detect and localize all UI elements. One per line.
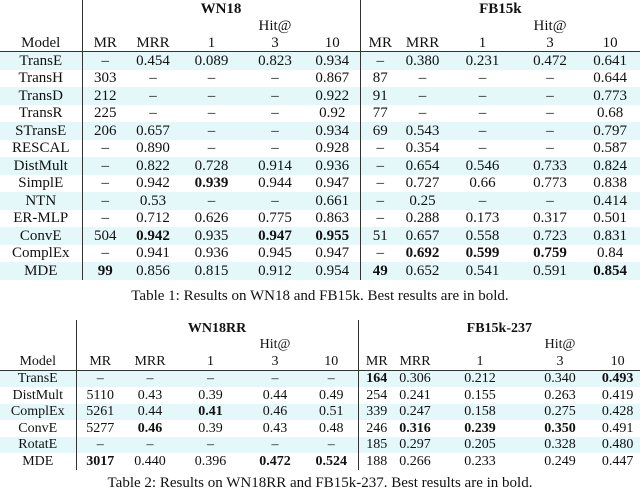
metric-cell: – (546, 140, 554, 157)
column-header-row (0, 34, 640, 52)
column-header: 10 (305, 34, 360, 52)
blank-cell (0, 17, 82, 34)
metric-cell: – (520, 87, 580, 105)
metric-cell: 99 (82, 262, 128, 280)
metric-cell: – (360, 175, 400, 193)
metric-cell: – (207, 105, 216, 122)
table-row (0, 227, 640, 245)
metric-cell: 0.354 (405, 140, 440, 157)
metric-cell: 0.44 (262, 387, 288, 403)
metric-cell: – (360, 140, 400, 158)
metric-cell: 0.454 (128, 52, 178, 70)
blank-cell (0, 320, 76, 337)
column-header-row (0, 353, 640, 370)
metric-cell: 87 (360, 70, 400, 88)
metric-cell: – (245, 370, 305, 387)
metric-cell: 0.524 (315, 453, 348, 469)
metric-cell: 0.728 (178, 157, 245, 175)
metric-cell: 0.942 (136, 175, 170, 192)
metric-cell: 0.306 (395, 370, 435, 387)
table-row (0, 453, 640, 470)
metric-cell: 0.641 (580, 52, 640, 70)
metric-cell: 0.587 (593, 140, 627, 157)
metric-cell: – (128, 87, 178, 105)
model-name: RESCAL (11, 140, 70, 157)
metric-cell: – (360, 192, 400, 210)
metric-cell: 0.173 (465, 210, 500, 227)
blank-cell (358, 337, 395, 354)
metric-cell: 0.543 (400, 122, 445, 140)
blank-cell (305, 17, 360, 34)
metric-cell: 0.838 (593, 175, 627, 192)
metric-cell: 0.316 (399, 420, 431, 436)
metric-cell: 0.936 (194, 245, 229, 262)
metric-cell: 0.233 (464, 453, 496, 469)
table-row (0, 52, 640, 70)
metric-cell: 0.823 (245, 52, 305, 70)
model-name: ER-MLP (13, 210, 69, 227)
column-header: MRR (128, 34, 178, 52)
metric-cell: 0.92 (319, 105, 346, 122)
metric-cell: 0.947 (315, 245, 350, 262)
metric-cell: 0.890 (136, 140, 170, 157)
column-header: MR (82, 34, 128, 52)
metric-cell: 0.626 (194, 210, 229, 227)
metric-cell: 0.249 (544, 453, 576, 469)
metric-cell: 0.939 (194, 175, 229, 192)
metric-cell: 0.912 (245, 262, 305, 280)
column-header: 10 (580, 34, 640, 52)
hit-at-label: Hit@ (258, 17, 292, 34)
metric-cell: 0.947 (315, 175, 350, 192)
metric-cell: 5261 (76, 404, 124, 421)
metric-cell: 504 (82, 227, 128, 245)
table-row (0, 140, 640, 158)
metric-cell: – (445, 87, 520, 105)
metric-cell: 0.727 (405, 175, 440, 192)
metric-cell: – (478, 140, 487, 157)
metric-cell: 51 (360, 227, 400, 245)
column-header: 3 (245, 34, 305, 52)
hit-at-label: Hit@ (259, 337, 291, 353)
column-header: 3 (525, 353, 595, 370)
metric-cell: – (271, 70, 279, 87)
metric-cell: 0.599 (465, 245, 500, 262)
model-name: TransD (0, 87, 82, 105)
metric-cell: – (82, 210, 128, 228)
model-name: TransE (0, 52, 82, 70)
column-header: 1 (176, 353, 245, 370)
table-row (0, 105, 640, 123)
metric-cell: – (82, 175, 128, 193)
metric-cell: – (418, 70, 427, 87)
metric-cell: 0.380 (400, 52, 445, 70)
metric-cell: 0.51 (305, 404, 358, 421)
model-name: RotatE (0, 437, 76, 454)
metric-cell: – (149, 70, 157, 87)
metric-cell: 0.68 (596, 105, 624, 122)
blank-cell (176, 337, 245, 354)
hit-header-row (0, 337, 640, 354)
model-name: DistMult (0, 157, 82, 175)
metric-cell: – (360, 210, 400, 228)
metric-cell: 0.46 (137, 420, 163, 436)
metric-cell: 0.241 (399, 387, 431, 403)
metric-cell: – (360, 245, 400, 263)
table-row (0, 437, 640, 454)
metric-cell: 0.472 (520, 52, 580, 70)
metric-cell: 0.712 (136, 210, 170, 227)
metric-cell: 0.654 (400, 157, 445, 175)
metric-cell: – (76, 437, 124, 454)
metric-cell: 0.212 (435, 370, 525, 387)
metric-cell: – (305, 370, 358, 387)
column-header: 10 (595, 353, 640, 370)
column-header: MRR (400, 34, 445, 52)
metric-cell: 0.414 (580, 192, 640, 210)
column-header: MR (76, 353, 124, 370)
metric-cell: 0.856 (128, 262, 178, 280)
metric-cell: – (178, 192, 245, 210)
table-row (0, 122, 640, 140)
metric-cell: – (520, 192, 580, 210)
metric-cell: 164 (358, 370, 395, 387)
metric-cell: 0.266 (399, 453, 431, 469)
metric-cell: 0.39 (198, 387, 223, 403)
blank-cell (76, 337, 124, 354)
table-row (0, 420, 640, 437)
metric-cell: 0.231 (445, 52, 520, 70)
hit-header-row (0, 17, 640, 34)
blank-cell (178, 17, 245, 34)
metric-cell: 0.328 (525, 437, 595, 454)
metric-cell: – (82, 157, 128, 175)
metric-cell: 0.158 (435, 404, 525, 421)
metric-cell: 0.824 (580, 157, 640, 175)
metric-cell: – (245, 192, 305, 210)
metric-cell: 0.247 (395, 404, 435, 421)
metric-cell: 0.652 (400, 262, 445, 280)
metric-cell: 0.759 (533, 245, 567, 262)
model-name: DistMult (12, 387, 64, 403)
blank-cell (400, 17, 445, 34)
metric-cell: 303 (82, 70, 128, 88)
model-name: MDE (0, 262, 82, 280)
metric-cell: 0.723 (520, 227, 580, 245)
column-header: 1 (178, 34, 245, 52)
blank-cell (0, 337, 76, 354)
metric-cell: 0.480 (595, 437, 640, 454)
metric-cell: 339 (358, 404, 395, 421)
metric-cell: – (176, 370, 245, 387)
group-header-row (0, 0, 640, 17)
metric-cell: 0.491 (601, 420, 634, 436)
metric-cell: 0.936 (305, 157, 360, 175)
table-1-caption: Table 1: Results on WN18 and FB15k. Best results are in bold. (131, 288, 509, 304)
metric-cell: 0.661 (305, 192, 360, 210)
metric-cell: 0.239 (464, 420, 496, 436)
metric-cell: 5110 (76, 387, 124, 404)
metric-cell: 0.155 (464, 387, 496, 403)
metric-cell: 0.942 (128, 227, 178, 245)
blank-cell (360, 17, 400, 34)
blank-cell (124, 337, 176, 354)
metric-cell: 0.43 (262, 420, 288, 436)
metric-cell: 0.43 (137, 387, 163, 403)
metric-cell: 0.472 (259, 453, 291, 469)
model-name: TransE (0, 370, 76, 387)
column-header: 1 (435, 353, 525, 370)
model-name: TransR (18, 105, 63, 122)
metric-cell: 0.867 (315, 70, 350, 87)
model-name: TransH (18, 70, 63, 87)
model-name: STransE (0, 122, 82, 140)
results-table-2 (0, 320, 640, 470)
column-header: 10 (305, 353, 358, 370)
metric-cell: – (445, 192, 520, 210)
metric-cell: 206 (82, 122, 128, 140)
metric-cell: – (520, 122, 580, 140)
table-row (0, 157, 640, 175)
table-row (0, 262, 640, 280)
metric-cell: – (305, 437, 358, 454)
metric-cell: 0.541 (445, 262, 520, 280)
metric-cell: 0.350 (544, 420, 576, 436)
metric-cell: – (82, 245, 128, 263)
metric-cell: 0.954 (305, 262, 360, 280)
metric-cell: 0.815 (178, 262, 245, 280)
metric-cell: 0.41 (176, 404, 245, 421)
metric-cell: 0.773 (533, 175, 567, 192)
metric-cell: 5277 (76, 420, 124, 437)
metric-cell: 0.955 (305, 227, 360, 245)
metric-cell: 0.089 (178, 52, 245, 70)
model-name: ComplEx (0, 404, 76, 421)
blank-cell (0, 0, 82, 17)
blank-cell (305, 337, 358, 354)
column-header: 3 (245, 353, 305, 370)
metric-cell: 0.205 (435, 437, 525, 454)
column-header: MR (360, 34, 400, 52)
table-row (0, 370, 640, 387)
metric-cell: 49 (360, 262, 400, 280)
column-header: Model (0, 34, 82, 52)
blank-cell (82, 17, 128, 34)
metric-cell: 246 (358, 420, 395, 437)
metric-cell: 0.944 (258, 175, 292, 192)
table-2-caption: Table 2: Results on WN18RR and FB15k-237. Best results are in bold. (107, 475, 533, 491)
metric-cell: 0.831 (580, 227, 640, 245)
metric-cell: 0.914 (245, 157, 305, 175)
blank-cell (580, 17, 640, 34)
table-row (0, 192, 640, 210)
metric-cell: – (400, 87, 445, 105)
hit-at-label: Hit@ (544, 337, 576, 353)
metric-cell: 0.317 (533, 210, 567, 227)
metric-cell: – (546, 105, 554, 122)
metric-cell: 0.493 (595, 370, 640, 387)
metric-cell: 0.775 (258, 210, 292, 227)
metric-cell: 0.53 (128, 192, 178, 210)
metric-cell: – (418, 105, 427, 122)
table-row (0, 245, 640, 263)
metric-cell: 0.546 (445, 157, 520, 175)
model-name: MDE (22, 453, 54, 469)
column-header: MRR (395, 353, 435, 370)
metric-cell: – (245, 122, 305, 140)
metric-cell: 0.928 (315, 140, 350, 157)
blank-cell (595, 337, 640, 354)
metric-cell: 0.44 (124, 404, 176, 421)
table-row (0, 175, 640, 193)
blank-cell (128, 17, 178, 34)
metric-cell: 69 (360, 122, 400, 140)
metric-cell: 0.39 (198, 420, 223, 436)
metric-cell: – (271, 140, 279, 157)
metric-cell: 0.945 (258, 245, 292, 262)
metric-cell: 0.288 (405, 210, 440, 227)
metric-cell: 91 (360, 87, 400, 105)
metric-cell: 0.447 (601, 453, 634, 469)
metric-cell: – (82, 52, 128, 70)
metric-cell: 0.419 (601, 387, 634, 403)
metric-cell: – (82, 192, 128, 210)
metric-cell: – (478, 70, 487, 87)
metric-cell: 225 (82, 105, 128, 123)
metric-cell: – (176, 437, 245, 454)
metric-cell: 0.941 (136, 245, 170, 262)
metric-cell: 0.66 (469, 175, 496, 192)
metric-cell: 188 (358, 453, 395, 470)
table-row (0, 404, 640, 421)
metric-cell: 0.297 (395, 437, 435, 454)
metric-cell: 0.644 (593, 70, 627, 87)
table-row (0, 87, 640, 105)
metric-cell: 0.396 (194, 453, 227, 469)
metric-cell: – (82, 140, 128, 158)
metric-cell: 0.263 (544, 387, 576, 403)
model-name: ConvE (18, 420, 58, 436)
metric-cell: 77 (360, 105, 400, 123)
metric-cell: – (271, 105, 279, 122)
metric-cell: 0.25 (400, 192, 445, 210)
metric-cell: 0.46 (245, 404, 305, 421)
metric-cell: 0.822 (128, 157, 178, 175)
metric-cell: 0.934 (305, 122, 360, 140)
metric-cell: – (178, 122, 245, 140)
metric-cell: 0.49 (319, 387, 344, 403)
metric-cell: – (360, 52, 400, 70)
metric-cell: – (149, 105, 157, 122)
metric-cell: 3017 (76, 453, 124, 470)
metric-cell: – (124, 370, 176, 387)
metric-cell: 0.935 (178, 227, 245, 245)
metric-cell: 0.863 (315, 210, 350, 227)
group-title: FB15k-237 (358, 320, 640, 337)
metric-cell: – (207, 140, 216, 157)
metric-cell: 0.854 (580, 262, 640, 280)
column-header: 1 (445, 34, 520, 52)
table-row (0, 387, 640, 404)
metric-cell: 0.591 (520, 262, 580, 280)
blank-cell (445, 17, 520, 34)
metric-cell: 0.797 (580, 122, 640, 140)
metric-cell: – (478, 105, 487, 122)
metric-cell: – (360, 157, 400, 175)
column-header: MRR (124, 353, 176, 370)
model-name: NTN (0, 192, 82, 210)
blank-cell (395, 337, 435, 354)
model-name: ComplEx (11, 245, 70, 262)
model-name: SimplE (18, 175, 64, 192)
table-row (0, 210, 640, 228)
metric-cell: 0.275 (525, 404, 595, 421)
metric-cell: 0.501 (593, 210, 627, 227)
metric-cell: 212 (82, 87, 128, 105)
metric-cell: – (546, 70, 554, 87)
metric-cell: 185 (358, 437, 395, 454)
metric-cell: – (245, 437, 305, 454)
metric-cell: 0.733 (520, 157, 580, 175)
metric-cell: 0.84 (596, 245, 624, 262)
metric-cell: – (207, 70, 216, 87)
metric-cell: 0.657 (128, 122, 178, 140)
metric-cell: 0.440 (134, 453, 166, 469)
metric-cell: – (445, 122, 520, 140)
model-name: ConvE (0, 227, 82, 245)
group-title: WN18RR (76, 320, 358, 337)
group-header-row (0, 320, 640, 337)
metric-cell: – (76, 370, 124, 387)
column-header: MR (358, 353, 395, 370)
metric-cell: 0.773 (580, 87, 640, 105)
metric-cell: 0.934 (305, 52, 360, 70)
blank-cell (435, 337, 525, 354)
metric-cell: 0.558 (445, 227, 520, 245)
metric-cell: 0.657 (400, 227, 445, 245)
metric-cell: 0.48 (319, 420, 344, 436)
group-title: FB15k (360, 0, 640, 17)
metric-cell: 0.340 (525, 370, 595, 387)
metric-cell: – (245, 87, 305, 105)
metric-cell: 0.947 (245, 227, 305, 245)
metric-cell: – (178, 87, 245, 105)
table-row (0, 70, 640, 88)
metric-cell: 0.692 (405, 245, 440, 262)
metric-cell: – (124, 437, 176, 454)
column-header: 3 (520, 34, 580, 52)
metric-cell: 0.922 (305, 87, 360, 105)
metric-cell: 0.428 (595, 404, 640, 421)
metric-cell: 254 (358, 387, 395, 404)
hit-at-label: Hit@ (533, 17, 567, 34)
group-title: WN18 (82, 0, 360, 17)
column-header: Model (0, 353, 76, 370)
